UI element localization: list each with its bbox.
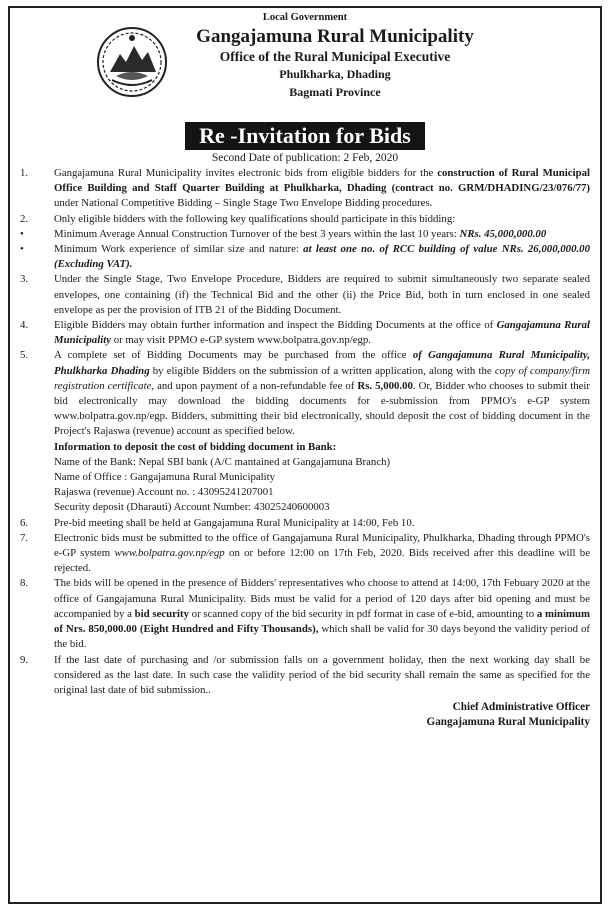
revenue-account: Rajaswa (revenue) Account no. : 43095241207001	[54, 486, 274, 499]
bullet: •	[20, 227, 24, 240]
notice-header	[20, 12, 590, 120]
list-item	[20, 348, 590, 439]
list-item	[20, 576, 590, 652]
list-item	[20, 653, 590, 699]
location: Phulkharka, Dhading	[279, 67, 391, 81]
notice-title: Re -Invitation for Bids	[185, 122, 425, 150]
qualification-item	[20, 227, 590, 242]
office-reference: of Gangajamuna Rural Municipality, Phulkharka Dhading	[54, 349, 591, 377]
item-text-part: Eligible Bidders may obtain further information and inspect the Bidding Documents at the office of	[54, 319, 497, 332]
item-text	[54, 166, 590, 212]
item-text-part: A complete set of Bidding Documents may be purchased from the office	[54, 349, 413, 362]
item-text	[54, 242, 590, 272]
security-account: Security deposit (Dharauti) Account Number: 43025240600003	[54, 501, 330, 514]
item-number: 3.	[20, 273, 29, 286]
item-number: 8.	[20, 577, 29, 590]
signatory-role: Chief Administrative Officer	[452, 701, 590, 714]
item-number: 6.	[20, 516, 29, 529]
item-text: If the last date of purchasing and /or submission falls on a government holiday, then the next working day shall be considered as the last date. In such case the validity period of the bid security shall remain the same as specified for the original last date of bid submission..	[54, 653, 590, 696]
item-text-part: or scanned copy of the bid security in pdf format in case of e-bid, amounting to	[188, 607, 537, 620]
province: Bagmati Province	[289, 85, 381, 99]
item-text-part: under National Competitive Bidding – Single Stage Two Envelope Bidding procedures.	[54, 197, 433, 210]
notice-body	[20, 166, 590, 698]
title-bar	[20, 122, 590, 150]
item-number: 9.	[20, 653, 29, 666]
bank-info	[20, 440, 590, 516]
contract-description: construction of Rural Municipal Office Building and Staff Quarter Building at Phulkharka, Dhading (contract no. GRM/DHADING/23/076/77)	[54, 167, 590, 195]
bank-office: Name of Office : Gangajamuna Rural Municipality	[54, 471, 276, 484]
egp-url: www.bolpatra.gov.np/egp	[114, 547, 225, 560]
office-reference: Gangajamuna Rural Municipality	[54, 319, 590, 347]
bullet: •	[20, 243, 24, 256]
item-text-part: Minimum Average Annual Construction Turnover of the best 3 years within the last 10 years:	[54, 227, 460, 240]
item-number: 2.	[20, 212, 29, 225]
item-text-part: Electronic bids must be submitted to the office of Gangajamuna Rural Municipality, Phulkharka, Dhading through PPMO's e-GP system	[54, 531, 590, 560]
list-item	[20, 318, 590, 348]
item-text-part: on or before 12:00 on 17th Feb, 2020. Bids received after this deadline will be rejected.	[54, 547, 590, 575]
signature-block	[20, 700, 590, 730]
bank-heading: Information to deposit the cost of bidding document in Bank:	[54, 440, 337, 453]
item-text	[54, 318, 590, 348]
bid-notice	[8, 6, 602, 904]
item-number: 5.	[20, 349, 29, 362]
list-item	[20, 272, 590, 318]
municipality-name: Gangajamuna Rural Municipality	[196, 26, 474, 47]
item-text	[54, 531, 590, 577]
list-item	[20, 531, 590, 577]
item-text-part: which shall be valid for 30 days beyond the validity period of the bid.	[54, 623, 590, 651]
bid-security: bid security	[134, 607, 189, 620]
turnover-amount: NRs. 45,000,000.00	[459, 227, 547, 240]
item-text	[54, 576, 590, 652]
qualification-item	[20, 242, 590, 272]
experience-requirement: at least one no. of RCC building of value NRs. 26,000,000.00 (Excluding VAT).	[54, 243, 590, 271]
item-text: Under the Single Stage, Two Envelope Procedure, Bidders are required to submit simultaneously two separate sealed envelopes, one containing (if) the Technical Bid and the other (ii) the Price Bid, both in turn enclosed in one sealed envelope as per the provision of ITB 21 of the Bidding Document.	[54, 273, 590, 316]
item-text-part: Gangajamuna Rural Municipality invites electronic bids from eligible bidders for the	[54, 167, 438, 179]
item-text: Only eligible bidders with the following key qualifications should participate in this bidding:	[54, 212, 456, 225]
publication-date: Second Date of publication: 2 Feb, 2020	[211, 152, 399, 164]
item-number: 1.	[20, 167, 29, 179]
item-text-part: or may visit PPMO e-GP system www.bolpatra.gov.np/egp.	[111, 334, 372, 347]
item-text	[54, 348, 590, 439]
item-text	[54, 227, 590, 242]
office-name: Office of the Rural Municipal Executive	[219, 49, 451, 64]
item-text-part: by eligible Bidders on the submission of a written application, along with the	[149, 364, 495, 377]
item-text-part: . Or, Bidder who chooses to submit their bid electronically may download the bidding documents for e-submission from PPMO's e-GP system www.bolpatra.gov.np/egp. Bidders, submitting their bid electronically, should deposit the cost of bidding document in the Project's Rajaswa (revenue) account as specified below.	[54, 379, 591, 438]
local-government-label: Local Government	[262, 12, 348, 23]
item-text-part: Minimum Work experience of similar size and nature:	[54, 243, 304, 256]
bid-security-amount: a minimum of Nrs. 850,000.00 (Eight Hundred and Fifty Thousands),	[54, 607, 591, 636]
registration-certificate: copy of company/firm registration certificate	[54, 364, 591, 392]
bank-name: Name of the Bank: Nepal SBI bank (A/C mantained at Gangajamuna Branch)	[54, 455, 391, 468]
item-text: Pre-bid meeting shall be held at Gangajamuna Rural Municipality at 14:00, Feb 10.	[54, 516, 415, 529]
item-text-part: The bids will be opened in the presence of Bidders' representatives who choose to attend at 14:00, 17th Febuary 2020 at the office of Gangajamuna Rural Municipality. Bids must be valid for a period of 120 days after bid opening and must be accompanied by a	[54, 577, 590, 620]
item-number: 4.	[20, 319, 29, 332]
list-item	[20, 212, 590, 227]
list-item	[20, 516, 590, 531]
list-item	[20, 166, 590, 212]
nepal-government-emblem-icon	[96, 26, 168, 98]
item-number: 7.	[20, 531, 29, 544]
item-text-part: , and upon payment of a non-refundable fee of	[151, 379, 358, 392]
signatory-org: Gangajamuna Rural Municipality	[426, 716, 590, 729]
document-fee: Rs. 5,000.00	[357, 379, 413, 392]
